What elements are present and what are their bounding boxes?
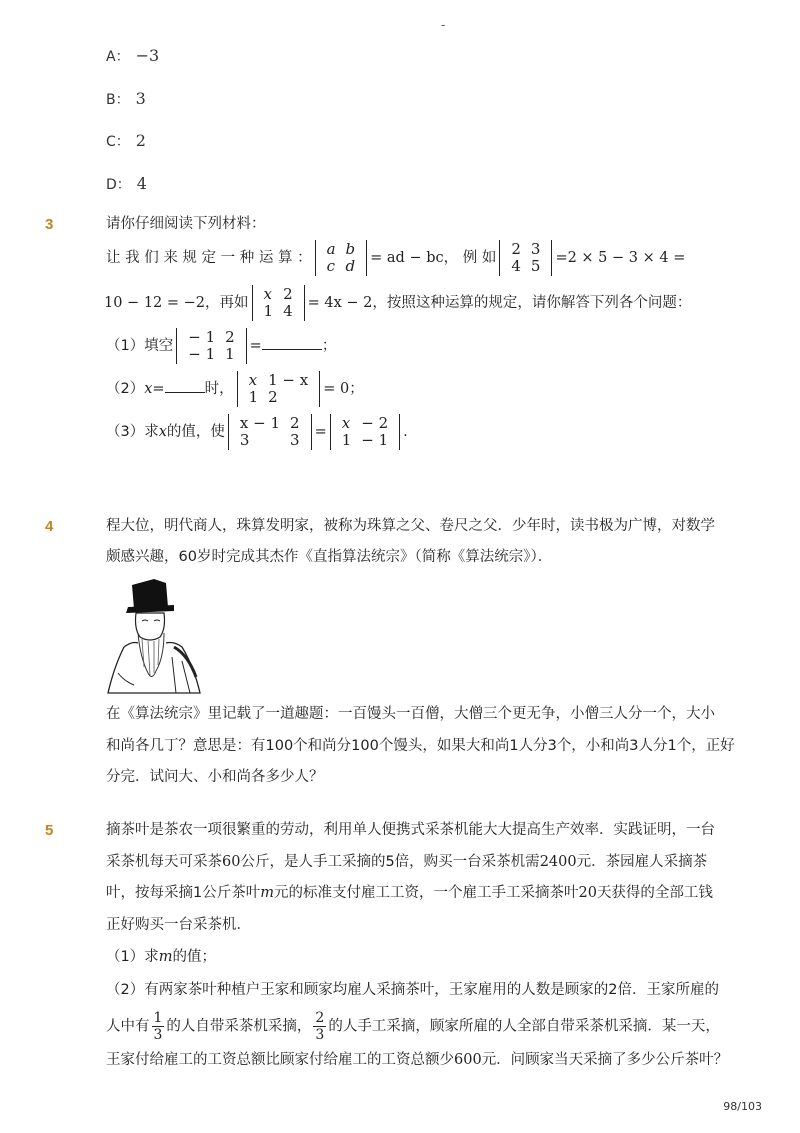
determinant-part-3-right: x − 2 1 − 1	[330, 414, 400, 450]
determinant-part-3-left: x − 1 2 3 3	[228, 414, 312, 450]
determinant-part-2: x 1 − x 1 2	[237, 371, 321, 407]
option-value: 2	[135, 131, 146, 150]
q3-part-1: （1）填空 − 1 2 − 1 1 = ；	[106, 328, 337, 363]
option-value: 3	[135, 89, 146, 108]
cheng-dawei-portrait	[104, 577, 204, 697]
q3-intro: 请你仔细阅读下列材料：	[106, 216, 266, 232]
q5-part-1: （1）求m的值；	[106, 949, 216, 965]
option-value: 4	[136, 174, 147, 193]
option-label: B：	[106, 92, 130, 108]
q4-line-2: 颇感兴趣，60岁时完成其杰作《直指算法统宗》（简称《算法统宗》）．	[106, 549, 553, 565]
q5-line-3: 叶，按每采摘1公斤茶叶m元的标准支付雇工工资，一个雇工手工采摘茶叶20天获得的全部工钱	[106, 885, 713, 901]
option-a[interactable]	[106, 46, 159, 66]
fraction-one-third: $\frac{1}{3}$	[153, 1010, 163, 1044]
answer-blank[interactable]	[262, 349, 322, 350]
q5-part-2-line-3: 王家付给雇工的工资总额比顾家付给雇工的工资总额少600元．问顾家当天采摘了多少公斤茶叶？	[106, 1052, 729, 1068]
q5-line-4: 正好购买一台采茶机．	[106, 917, 251, 933]
q4-line-5: 分完．试问大、小和尚各多少人？	[106, 769, 324, 785]
option-value: −3	[135, 46, 160, 65]
q3-part-2: （2）x= 时， x 1 − x 1 2 = 0；	[106, 371, 364, 406]
option-label: A：	[106, 49, 130, 65]
determinant-definition: a b c d	[315, 240, 368, 276]
option-c[interactable]	[106, 131, 146, 151]
answer-blank[interactable]	[165, 392, 205, 393]
q3-line-2: 10 − 12 = −2，再如 x 2 1 4 = 4x − 2，按照这种运算的规定，请你解答下列各个问题：	[104, 285, 692, 320]
q3-line-1: 让 我 们 来 规 定 一 种 运 算 ： a b c d = ad − bc， 例 如 2 3 4 5 =2 × 5 − 3 × 4 =	[106, 240, 686, 275]
question-number-3: 3	[45, 216, 54, 233]
option-label: D：	[106, 177, 131, 193]
option-b[interactable]	[106, 89, 146, 109]
q3-part-3: （3）求x的值，使 x − 1 2 3 3 = x − 2 1 − 1 .	[106, 414, 408, 449]
q4-line-3: 在《算法统宗》里记载了一道趣题：一百馒头一百僧，大僧三个更无争，小僧三人分一个，大小	[106, 706, 715, 722]
q5-line-1: 摘茶叶是茶农一项很繁重的劳动，利用单人便携式采茶机能大大提高生产效率．实践证明，一台	[106, 822, 715, 838]
q5-part-2-line-1: （2）有两家茶叶种植户王家和顾家均雇人采摘茶叶，王家雇用的人数是顾家的2倍．王家所雇的	[106, 982, 719, 998]
question-number-4: 4	[45, 518, 54, 535]
fraction-two-thirds: $\frac{2}{3}$	[315, 1010, 325, 1044]
page-top-mark: -	[441, 18, 446, 32]
determinant-example: 2 3 4 5	[499, 240, 552, 276]
determinant-example-2: x 2 1 4	[252, 285, 305, 321]
q5-line-2: 采茶机每天可采茶60公斤，是人手工采摘的5倍，购买一台采茶机需2400元．茶园雇人采摘茶	[106, 854, 708, 870]
option-d[interactable]	[106, 174, 147, 194]
option-label: C：	[106, 134, 130, 150]
q4-line-1: 程大位，明代商人，珠算发明家，被称为珠算之父、卷尺之父．少年时，读书极为广博，对数学	[106, 518, 715, 534]
question-number-5: 5	[45, 822, 54, 839]
determinant-part-1: − 1 2 − 1 1	[176, 328, 246, 364]
q5-part-2-line-2: 人中有 $\frac{1}{3}$ 的人自带采茶机采摘， $\frac{2}{3}$ 的人手工采摘，顾家所雇的人全部自带采茶机采摘．某一天，	[106, 1010, 720, 1044]
q4-line-4: 和尚各几丁？意思是：有100个和尚分100个馒头，如果大和尚1人分3个，小和尚3人分1个，正好	[106, 738, 735, 754]
page-number: 98/103	[723, 1100, 762, 1113]
